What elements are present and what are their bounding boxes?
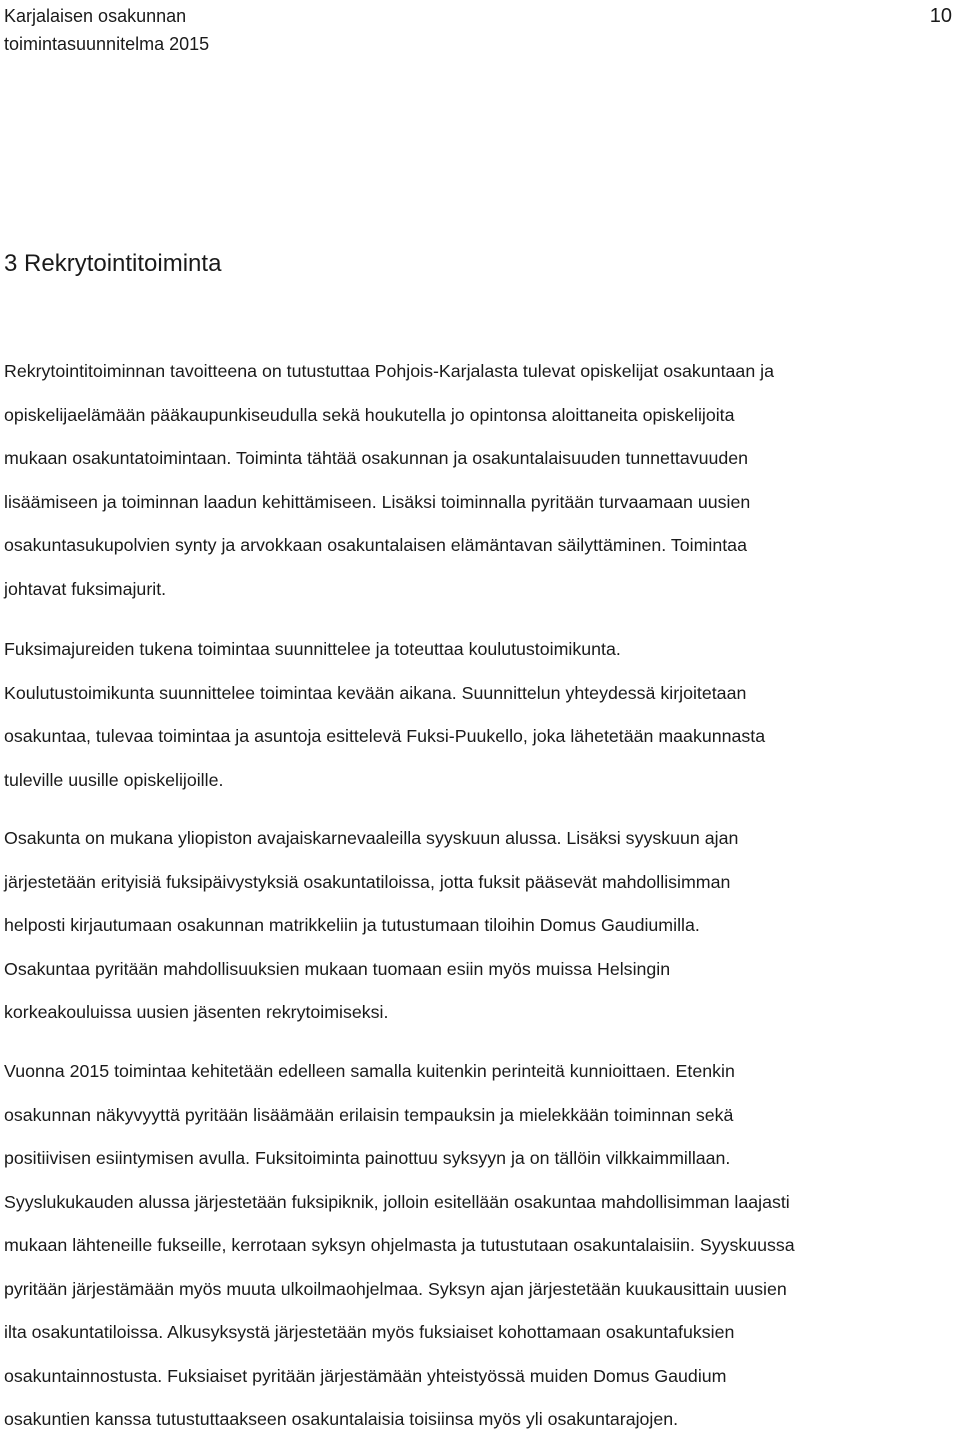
text-line: järjestetään erityisiä fuksipäivystyksiä osakuntatiloissa, jotta fuksit pääsevät mahdollisimman bbox=[4, 871, 731, 892]
paragraph-2 bbox=[4, 628, 956, 802]
text-line: positiivisen esiintymisen avulla. Fuksitoiminta painottuu syksyyn ja on tällöin vilkkaimmillaan. bbox=[4, 1148, 731, 1168]
text-line: tuleville uusille opiskelijoille. bbox=[4, 769, 224, 790]
page-header bbox=[4, 0, 952, 60]
text-line: Vuonna 2015 toimintaa kehitetään edelleen samalla kuitenkin perinteitä kunnioittaen. Etenkin bbox=[4, 1061, 735, 1081]
text-line: Osakuntaa pyritään mahdollisuuksien mukaan tuomaan esiin myös muissa Helsingin bbox=[4, 958, 671, 979]
text-line: osakuntaa, tulevaa toimintaa ja asuntoja esittelevä Fuksi-Puukello, joka lähetetään maakunnasta bbox=[4, 726, 766, 746]
text-line: Rekrytointitoiminnan tavoitteena on tutustuttaa Pohjois-Karjalasta tulevat opiskelijat osakuntaan ja bbox=[4, 361, 774, 381]
text-line: osakuntien kanssa tutustuttaakseen osakuntalaisia toisiinsa myös yli osakuntarajojen. bbox=[4, 1409, 679, 1429]
text-line: osakunnan näkyvyyttä pyritään lisäämään erilaisin tempauksin ja mielekkään toiminnan sekä bbox=[4, 1104, 734, 1125]
text-line: opiskelijaelämään pääkaupunkiseudulla sekä houkutella jo opintonsa aloittaneita opiskelijoita bbox=[4, 404, 735, 425]
document-title bbox=[4, 2, 209, 58]
text-line: osakuntasukupolvien synty ja arvokkaan osakuntalaisen elämäntavan säilyttäminen. Toimintaa bbox=[4, 535, 747, 555]
text-line: Koulutustoimikunta suunnittelee toimintaa kevään aikana. Suunnittelun yhteydessä kirjoitetaan bbox=[4, 682, 747, 703]
text-line: lisäämiseen ja toiminnan laadun kehittämiseen. Lisäksi toiminnalla pyritään turvaamaan uusien bbox=[4, 491, 751, 512]
paragraph-4 bbox=[4, 1050, 956, 1442]
paragraph-1 bbox=[4, 350, 956, 611]
text-line: Fuksimajureiden tukena toimintaa suunnittelee ja toteuttaa koulutustoimikunta. bbox=[4, 639, 621, 659]
header-line-2: toimintasuunnitelma 2015 bbox=[4, 34, 210, 54]
section-heading: 3 Rekrytointitoiminta bbox=[4, 250, 222, 277]
text-line: ilta osakuntatiloissa. Alkusyksystä järjestetään myös fuksiaiset kohottamaan osakuntafuksien bbox=[4, 1322, 735, 1342]
text-line: johtavat fuksimajurit. bbox=[4, 578, 167, 599]
header-line-1: Karjalaisen osakunnan bbox=[4, 6, 187, 26]
text-line: pyritään järjestämään myös muuta ulkoilmaohjelmaa. Syksyn ajan järjestetään kuukausittain uusien bbox=[4, 1278, 787, 1299]
text-line: helposti kirjautumaan osakunnan matrikkeliin ja tutustumaan tiloihin Domus Gaudiumilla. bbox=[4, 915, 700, 935]
text-line: Syyslukukauden alussa järjestetään fuksipiknik, jolloin esitellään osakuntaa mahdollisimman laajasti bbox=[4, 1191, 790, 1212]
text-line: mukaan lähteneille fukseille, kerrotaan syksyn ohjelmasta ja tutustutaan osakuntalaisiin. Syyskuussa bbox=[4, 1235, 795, 1255]
page-number: 10 bbox=[929, 5, 952, 27]
text-line: mukaan osakuntatoimintaan. Toiminta tähtää osakunnan ja osakuntalaisuuden tunnettavuuden bbox=[4, 448, 749, 468]
text-line: Osakunta on mukana yliopiston avajaiskarnevaaleilla syyskuun alussa. Lisäksi syyskuun ajan bbox=[4, 828, 739, 848]
paragraph-3 bbox=[4, 817, 956, 1035]
text-line: korkeakouluissa uusien jäsenten rekrytoimiseksi. bbox=[4, 1002, 389, 1022]
text-line: osakuntainnostusta. Fuksiaiset pyritään järjestämään yhteistyössä muiden Domus Gaudium bbox=[4, 1365, 727, 1386]
